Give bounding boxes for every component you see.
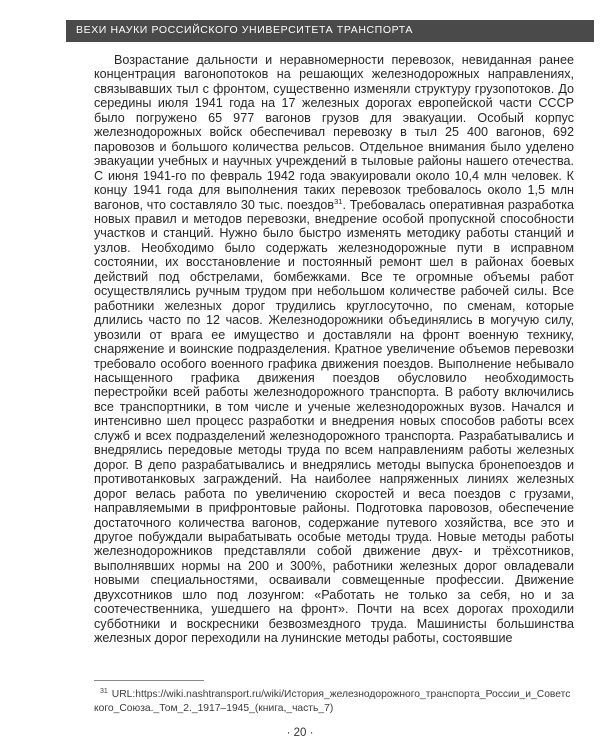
body-paragraph [94,53,574,646]
footnote: 31 URL:https://wiki.nashtransport.ru/wiki/История_железнодорожного_транспорта_России_и_Советского_Союза._Том_2._1917–1945_(книга,_часть_7) [94,687,571,714]
paragraph-text-part-2: . Требовалась оперативная разработка новых правил и методов перевозки, внедрение особой пропускной способности участков и станций. Нужно было быстро изменять методику работы станций и узлов. Необходимо было содержать железнодорожные пути в исправном состоянии, их восстановление и постоянный ремонт шел в районах боевых действий под обстрелами, бомбежками. Все те огромные объемы работ осуществлялись ручным трудом при небольшом количестве рабочей силы. Все работники железных дорог трудились круглосуточно, по сменам, которые длились часто по 12 часов. Железнодорожники объединялись в могучую силу, увозили от врага ее имущество и доставляли на фронт военную технику, снаряжение и воинские подразделения. Кратное увеличение объемов перевозки требовало особого военного графика движения поездов. Выполнение небывало насыщенного графика движения поездов обусловило необходимость перестройки всей работы железнодорожного транспорта. В работу включились все транспортники, в том числе и ученые железнодорожных вузов. Начался и интенсивно шел процесс разработки и внедрения новых способов работы всех служб и всех подразделений железнодорожного транспорта. Разрабатывались и внедрялись передовые методы труда по всем направлениям работы железных дорог. В депо разрабатывались и внедрялись методы выпуска бронепоездов и противотанковых заграждений. На наиболее напряженных линиях железных дорог велась работа по увеличению скоростей и веса поездов с грузами, направляемыми в прифронтовые районы. Подготовка паровозов, обеспечение достаточного количества вагонов, содержание путевого хозяйства, все это и другое побуждали вырабатывать особые методы труда. Новые методы работы железнодорожников представляли собой движение двух- и трёхсотников, выполнявших нормы на 200 и 300%, работники железных дорог овладевали новыми специальностями, осваивали совмещенные профессии. Движение двухсотников шло под лозунгом: «Работать не только за себя, но и за соотечественника, ушедшего на фронт». Почти на всех дорогах проходили субботники и воскресники безвозмездного труда. Машинисты большинства железных дорог переходили на лунинские методы работы, состоявшие [94,197,575,646]
page-number: · 20 · [286,727,314,739]
main-text [94,53,574,646]
paragraph-text-part-1: Возрастание дальности и неравномерности перевозок, невиданная ранее концентрация вагонопотоков на решающих железнодорожных направлениях, связывавших тыл с фронтом, существенно изменяли структуру грузопотоков. До середины июля 1941 года на 17 железных дорогах европейской части СССР было погружено 65 977 вагонов грузов для эвакуации. Особый корпус железнодорожных войск обеспечивал перевозку в тыл 25 400 вагонов, 692 паровозов и большого количества рельсов. Отдельное внимания было уделено эвакуации учебных и научных учреждений в тыловые районы нашего отечества. С июня 1941-го по февраль 1942 года эвакуировали около 10,4 млн человек. К концу 1941 года для выполнения таких перевозок требовалось около 1,5 млн вагонов, что составляло 30 тыс. поездов [94,53,574,212]
running-header-title: ВЕХИ НАУКИ РОССИЙСКОГО УНИВЕРСИТЕТА ТРАНСПОРТА [76,24,414,36]
footnote-text[interactable]: URL:https://wiki.nashtransport.ru/wiki/История_железнодорожного_транспорта_России_и_Советского_Союза._Том_2._1917–1945_(книга,_часть_7) [94,689,571,714]
footnote-divider [94,680,204,681]
running-header [66,20,594,42]
footnote-reference[interactable]: 31 [334,196,343,206]
